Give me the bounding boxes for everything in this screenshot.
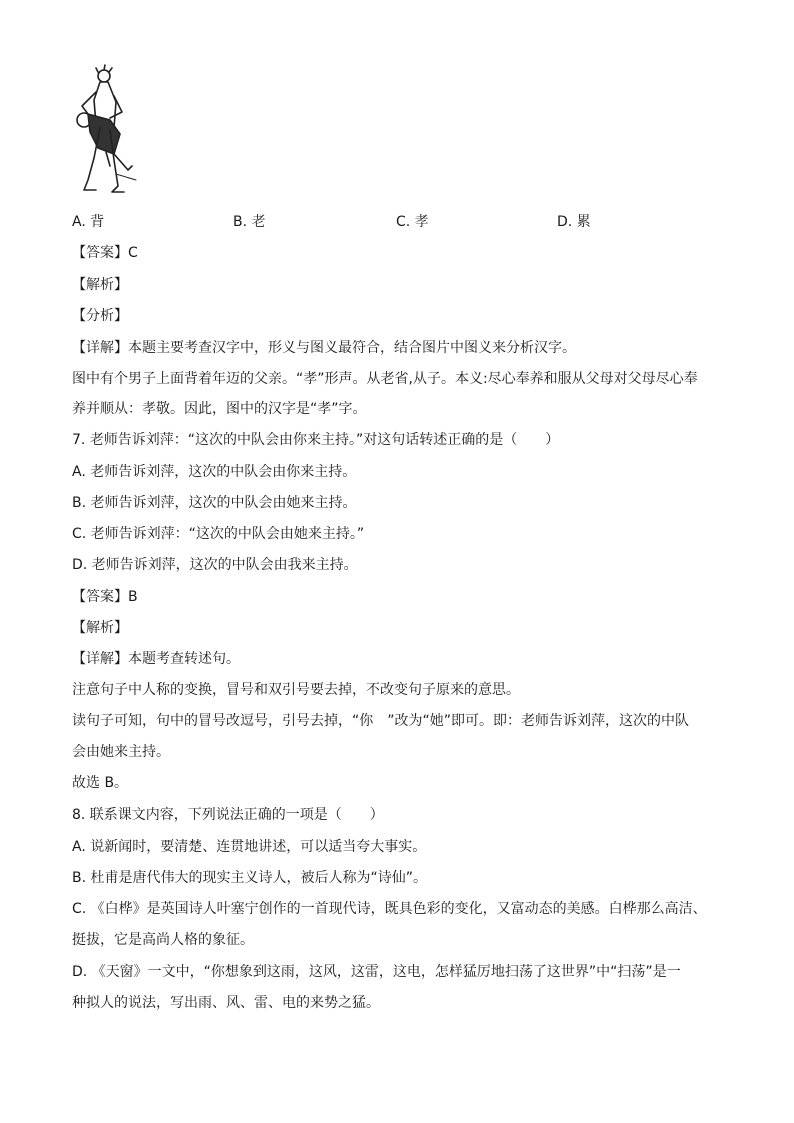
q7-explanation-line-1: 注意句子中人称的变换，冒号和双引号要去掉，不改变句子原来的意思。 xyxy=(72,682,520,698)
q6-detail: 【详解】本题主要考查汉字中，形义与图义最符合，结合图片中图义来分析汉字。 xyxy=(72,340,576,356)
q7-answer: 【答案】B xyxy=(72,589,138,605)
q7-option-d: D. 老师告诉刘萍，这次的中队会由我来主持。 xyxy=(72,557,358,573)
q8-option-d-line-2: 种拟人的说法，写出雨、风、雷、电的来势之猛。 xyxy=(72,995,380,1011)
q7-explanation-line-2: 读句子可知，句中的冒号改逗号，引号去掉，“你 ”改为“她”即可。即：老师告诉刘萍，这次的中队 xyxy=(72,713,690,729)
q6-answer: 【答案】C xyxy=(72,245,138,261)
q7-detail: 【详解】本题考查转述句。 xyxy=(72,651,240,667)
q7-conclusion: 故选 B。 xyxy=(72,775,129,791)
q8-option-b: B. 杜甫是唐代伟大的现实主义诗人，被后人称为“诗仙”。 xyxy=(72,870,428,886)
q7-stem: 7. 老师告诉刘萍：“这次的中队会由你来主持。”对这句话转述正确的是（ ） xyxy=(72,432,560,448)
q6-option-d: D. 累 xyxy=(557,214,591,230)
illustration-man-carrying-father xyxy=(70,62,150,200)
q6-option-b: B. 老 xyxy=(233,214,266,230)
q8-stem: 8. 联系课文内容，下列说法正确的一项是（ ） xyxy=(72,807,384,823)
q6-fenxi-heading: 【分析】 xyxy=(72,308,128,324)
q7-option-b: B. 老师告诉刘萍，这次的中队会由她来主持。 xyxy=(72,495,357,511)
q8-option-c-line-2: 挺拔，它是高尚人格的象征。 xyxy=(72,932,254,948)
q8-option-c-line-1: C. 《白桦》是英国诗人叶塞宁创作的一首现代诗，既具色彩的变化，又富动态的美感。白桦那么高洁、 xyxy=(72,901,707,917)
q7-analysis-heading: 【解析】 xyxy=(72,620,128,636)
q6-explanation-line-2: 养并顺从：孝敬。因此，图中的汉字是“孝”字。 xyxy=(72,401,367,417)
q8-option-a: A. 说新闻时，要清楚、连贯地讲述，可以适当夸大事实。 xyxy=(72,839,427,855)
q8-option-d-line-1: D. 《天窗》一文中，“你想象到这雨，这风，这雷，这电，怎样猛厉地扫荡了这世界”中“扫荡”是一 xyxy=(72,964,681,980)
q7-option-c: C. 老师告诉刘萍：“这次的中队会由她来主持。” xyxy=(72,526,365,542)
q7-option-a: A. 老师告诉刘萍，这次的中队会由你来主持。 xyxy=(72,464,357,480)
q6-option-a: A. 背 xyxy=(72,214,105,230)
q6-analysis-heading: 【解析】 xyxy=(72,277,128,293)
q6-explanation-line-1: 图中有个男子上面背着年迈的父亲。“孝”形声。从老省,从子。本义:尽心奉养和服从父母对父母尽心奉 xyxy=(72,371,698,387)
q6-option-c: C. 孝 xyxy=(396,214,429,230)
q7-explanation-line-3: 会由她来主持。 xyxy=(72,744,170,760)
